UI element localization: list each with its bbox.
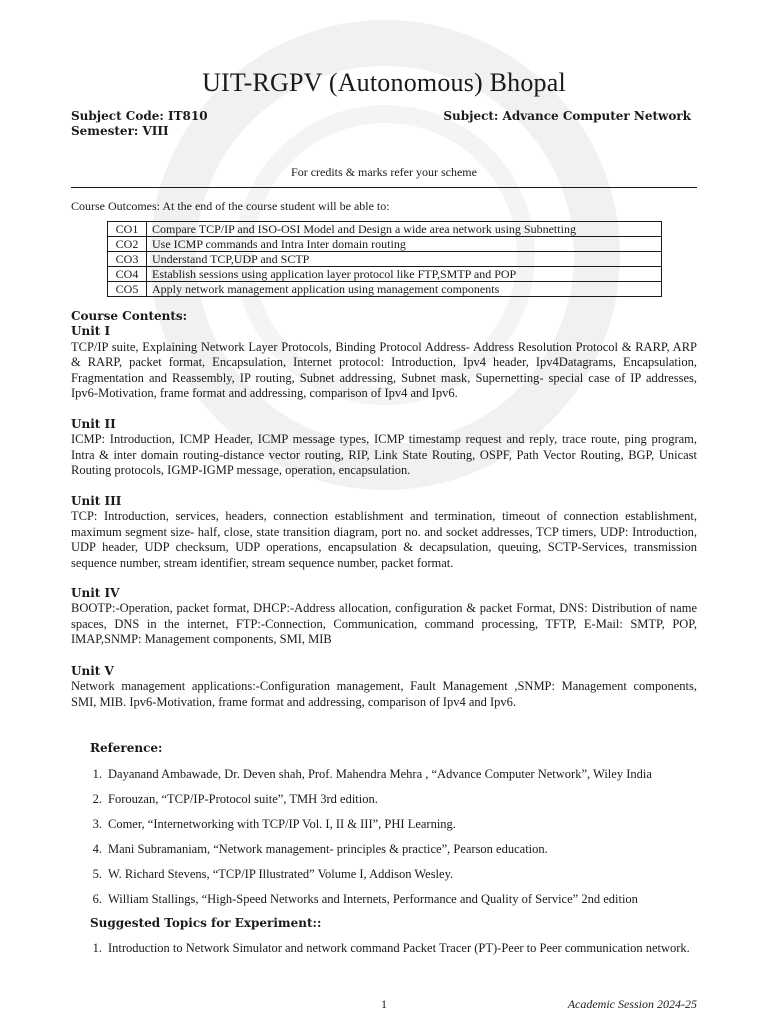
unit-title: Unit I xyxy=(71,324,111,339)
experiment-number: 1. xyxy=(92,941,102,955)
unit-5-section xyxy=(71,664,697,710)
unit-text: TCP: Introduction, services, headers, connection establishment and termination, timeout of connection establishment, maximum segment size- half, close, state transition diagram, port no. and socket addresses, TCP timers, UDP: Introduction, UDP header, UDP checksum, UDP operations, encapsulation & decapsulation, queuing, SCTP-Services, transmission sequence number, stream identifier, stream sequence number, packet format. xyxy=(71,509,697,570)
reference-text: Comer, “Internetworking with TCP/IP Vol. I, II & III”, PHI Learning. xyxy=(108,817,456,831)
unit-1-section xyxy=(71,309,697,401)
table-row xyxy=(108,252,662,267)
header-divider xyxy=(71,187,697,188)
unit-title: Unit II xyxy=(71,417,116,431)
table-row xyxy=(108,267,662,282)
unit-text: BOOTP:-Operation, packet format, DHCP:-Address allocation, configuration & packet Format, DNS: Distribution of name spaces, DNS in the internet, FTP:-Connection, Communication, command processing, TFTP, E-Mail: SMTP, POP, IMAP,SNMP: Management components, SMI, MIB xyxy=(71,601,697,647)
co-text: Apply network management application using management components xyxy=(147,282,662,297)
subject-meta-left xyxy=(71,109,208,139)
co-code: CO1 xyxy=(108,222,147,237)
reference-item xyxy=(87,791,697,807)
reference-text: Dayanand Ambawade, Dr. Deven shah, Prof. Mahendra Mehra , “Advance Computer Network”, Wiley India xyxy=(108,767,652,781)
semester: Semester: VIII xyxy=(71,124,169,138)
experiments-heading: Suggested Topics for Experiment:: xyxy=(90,916,322,930)
unit-title: Unit IV xyxy=(71,586,120,600)
co-code: CO2 xyxy=(108,237,147,252)
reference-number: 4. xyxy=(92,842,102,856)
course-contents-heading: Course Contents: xyxy=(71,309,188,323)
unit-title: Unit III xyxy=(71,494,122,508)
unit-text: Network management applications:-Configuration management, Fault Management ,SNMP: Management components, SMI, MIB. Ipv6-Motivation, frame format and addressing, comparison of Ipv4 and Ipv6. xyxy=(71,679,697,709)
subject-code: Subject Code: IT810 xyxy=(71,109,208,123)
unit-4-section xyxy=(71,586,697,648)
reference-number: 5. xyxy=(92,867,102,881)
page-title: UIT-RGPV (Autonomous) Bhopal xyxy=(202,68,566,97)
table-row xyxy=(108,282,662,297)
unit-2-section xyxy=(71,417,697,479)
reference-number: 3. xyxy=(92,817,102,831)
course-outcomes-intro: Course Outcomes: At the end of the course student will be able to: xyxy=(71,199,390,213)
reference-item xyxy=(87,891,697,907)
table-row xyxy=(108,237,662,252)
reference-item xyxy=(87,866,697,882)
page-number: 1 xyxy=(381,997,387,1011)
co-text: Compare TCP/IP and ISO-OSI Model and Design a wide area network using Subnetting xyxy=(147,222,662,237)
reference-item xyxy=(87,816,697,832)
reference-number: 1. xyxy=(92,767,102,781)
reference-text: W. Richard Stevens, “TCP/IP Illustrated” Volume I, Addison Wesley. xyxy=(108,867,454,881)
reference-heading: Reference: xyxy=(90,741,163,755)
co-text: Establish sessions using application layer protocol like FTP,SMTP and POP xyxy=(147,267,662,282)
unit-3-section xyxy=(71,494,697,571)
unit-text: ICMP: Introduction, ICMP Header, ICMP message types, ICMP timestamp request and reply, trace route, ping program, Intra & inter domain routing-distance vector routing, RIP, Link State Routing, OSPF, Path Vector Routing, BGP, Unicast Routing protocols, IGMP-IGMP message, operation, encapsulation. xyxy=(71,432,697,478)
academic-session: Academic Session 2024-25 xyxy=(567,997,697,1011)
table-row xyxy=(108,222,662,237)
experiment-text: Introduction to Network Simulator and network command Packet Tracer (PT)-Peer to Peer communication network. xyxy=(108,941,690,955)
reference-number: 2. xyxy=(92,792,102,806)
reference-text: William Stallings, “High-Speed Networks and Internets, Performance and Quality of Service” 2nd edition xyxy=(108,892,638,906)
unit-text: TCP/IP suite, Explaining Network Layer Protocols, Binding Protocol Address- Address Resolution Protocol & RARP, ARP & RARP, packet format, Encapsulation, Internet protocol: Introduction, Ipv4 header, Ipv4Datagrams, Encapsulation, Fragmentation and Reassembly, IP routing, Subnet addressing, Subnet mask, Supernetting- special case of IP addresses, Ipv6-Motivation, frame format and addressing, comparison of Ipv4 and Ipv6. xyxy=(71,339,697,401)
reference-item xyxy=(87,841,697,857)
reference-text: Forouzan, “TCP/IP-Protocol suite”, TMH 3rd edition. xyxy=(108,792,378,806)
unit-title: Unit V xyxy=(71,664,114,678)
co-code: CO3 xyxy=(108,252,147,267)
course-outcomes-table xyxy=(107,221,662,297)
co-code: CO4 xyxy=(108,267,147,282)
reference-item xyxy=(87,766,697,782)
experiment-item xyxy=(87,940,697,956)
co-text: Understand TCP,UDP and SCTP xyxy=(147,252,662,267)
subject-name: Subject: Advance Computer Network xyxy=(443,109,691,123)
credits-note: For credits & marks refer your scheme xyxy=(291,165,477,179)
co-text: Use ICMP commands and Intra Inter domain routing xyxy=(147,237,662,252)
reference-text: Mani Subramaniam, “Network management- principles & practice”, Pearson education. xyxy=(108,842,548,856)
reference-number: 6. xyxy=(92,892,102,906)
co-code: CO5 xyxy=(108,282,147,297)
